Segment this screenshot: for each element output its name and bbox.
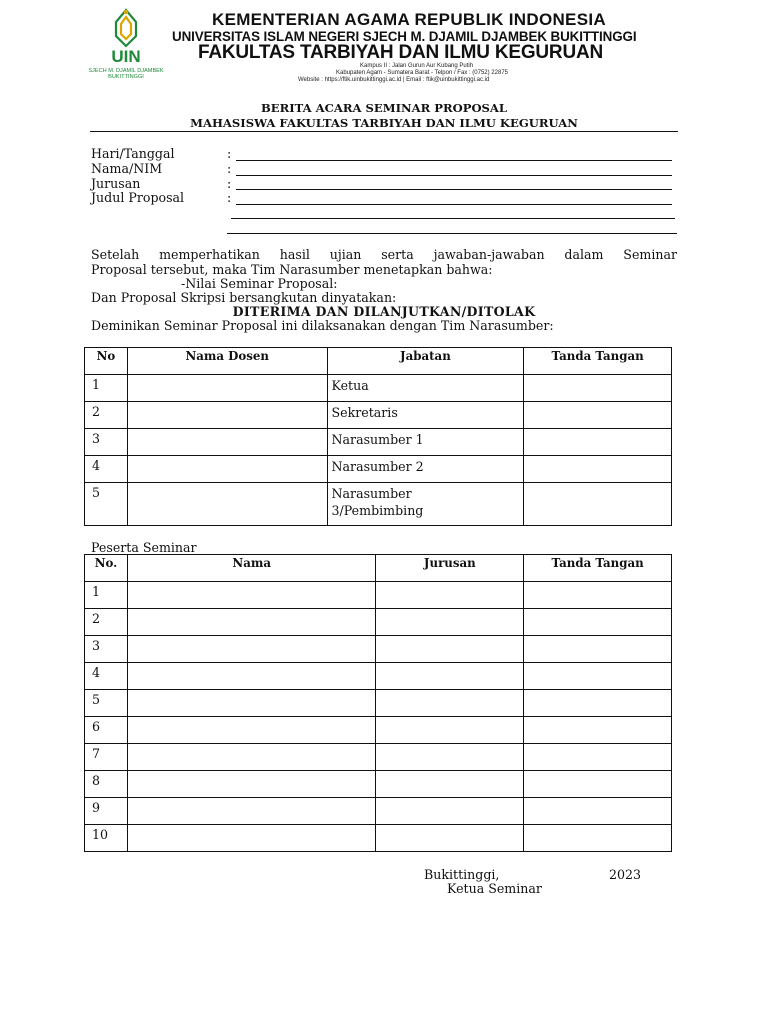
signature-cell[interactable] bbox=[524, 483, 672, 526]
address-line-2: Kabupaten Agam - Sumatera Barat - Telpon / Fax : (0752) 22875 bbox=[336, 70, 508, 76]
address-line-1: Kampus II : Jalan Gurun Aur Kubang Putih bbox=[360, 63, 474, 69]
table-row bbox=[85, 636, 672, 663]
row-number: 1 bbox=[85, 375, 128, 402]
lecturer-name-cell[interactable] bbox=[127, 375, 327, 402]
statement-line-1: Setelah memperhatikan hasil ujian serta jawaban-jawaban dalam Seminar bbox=[91, 247, 677, 262]
header-no: No. bbox=[85, 555, 128, 582]
signature-cell[interactable] bbox=[524, 636, 672, 663]
participants-caption: Peserta Seminar bbox=[91, 540, 197, 555]
header-signature: Tanda Tangan bbox=[524, 555, 672, 582]
field-label-department: Jurusan bbox=[91, 176, 141, 191]
table-header-row bbox=[85, 348, 672, 375]
participant-name-cell[interactable] bbox=[127, 744, 376, 771]
signature-cell[interactable] bbox=[524, 582, 672, 609]
signature-cell[interactable] bbox=[524, 663, 672, 690]
header-position: Jabatan bbox=[327, 348, 524, 375]
lecturer-name-cell[interactable] bbox=[127, 429, 327, 456]
table-row bbox=[85, 690, 672, 717]
logo-text: UIN bbox=[111, 47, 141, 66]
participant-department-cell[interactable] bbox=[376, 609, 524, 636]
participant-name-cell[interactable] bbox=[127, 825, 376, 852]
field-line-name-nim[interactable] bbox=[236, 175, 672, 176]
field-line-department[interactable] bbox=[236, 189, 672, 190]
row-number: 2 bbox=[85, 402, 128, 429]
position-line-2: 3/Pembimbing bbox=[331, 503, 424, 518]
address-line-3: Website : https://ftik.uinbukittinggi.ac.id | Email : ftik@uinbukittinggi.ac.id bbox=[298, 77, 490, 83]
participant-name-cell[interactable] bbox=[127, 636, 376, 663]
participant-name-cell[interactable] bbox=[127, 663, 376, 690]
participant-department-cell[interactable] bbox=[376, 690, 524, 717]
signature-cell[interactable] bbox=[524, 825, 672, 852]
table-row bbox=[85, 825, 672, 852]
logo-caption-1: SJECH M. DJAMIL DJAMBEK bbox=[88, 68, 164, 74]
signature-role: Ketua Seminar bbox=[447, 881, 542, 896]
field-colon: : bbox=[227, 190, 232, 205]
score-line: -Nilai Seminar Proposal: bbox=[181, 276, 338, 291]
signature-cell[interactable] bbox=[524, 717, 672, 744]
row-number: 7 bbox=[85, 744, 128, 771]
position-cell: Narasumber 1 bbox=[327, 429, 524, 456]
signature-cell[interactable] bbox=[524, 690, 672, 717]
examiner-team-table bbox=[84, 347, 672, 526]
table-row bbox=[85, 483, 672, 526]
stated-line: Dan Proposal Skripsi bersangkutan dinyatakan: bbox=[91, 290, 397, 305]
logo-emblem-dot bbox=[124, 10, 128, 14]
participant-name-cell[interactable] bbox=[127, 609, 376, 636]
header-no: No bbox=[85, 348, 128, 375]
team-intro-line: Deminikan Seminar Proposal ini dilaksanakan dengan Tim Narasumber: bbox=[91, 318, 554, 333]
row-number: 6 bbox=[85, 717, 128, 744]
document-subtitle: MAHASISWA FAKULTAS TARBIYAH DAN ILMU KEGURUAN bbox=[190, 116, 578, 130]
position-cell: Narasumber 2 bbox=[327, 456, 524, 483]
position-cell bbox=[327, 483, 524, 526]
header-signature: Tanda Tangan bbox=[524, 348, 672, 375]
header-name: Nama bbox=[127, 555, 376, 582]
faculty-name: FAKULTAS TARBIYAH DAN ILMU KEGURUAN bbox=[198, 42, 604, 63]
table-row bbox=[85, 456, 672, 483]
signature-year: 2023 bbox=[609, 867, 642, 882]
signature-cell[interactable] bbox=[524, 771, 672, 798]
table-row bbox=[85, 582, 672, 609]
participant-name-cell[interactable] bbox=[127, 582, 376, 609]
participant-department-cell[interactable] bbox=[376, 771, 524, 798]
row-number: 3 bbox=[85, 636, 128, 663]
table-row bbox=[85, 663, 672, 690]
signature-cell[interactable] bbox=[524, 375, 672, 402]
field-label-name-nim: Nama/NIM bbox=[91, 161, 163, 176]
participant-name-cell[interactable] bbox=[127, 771, 376, 798]
position-cell: Ketua bbox=[327, 375, 524, 402]
table-row bbox=[85, 717, 672, 744]
table-row bbox=[85, 429, 672, 456]
participant-name-cell[interactable] bbox=[127, 690, 376, 717]
row-number: 3 bbox=[85, 429, 128, 456]
lecturer-name-cell[interactable] bbox=[127, 483, 327, 526]
signature-cell[interactable] bbox=[524, 744, 672, 771]
header-department: Jurusan bbox=[376, 555, 524, 582]
field-colon: : bbox=[227, 161, 232, 176]
field-line-proposal-title[interactable] bbox=[236, 204, 672, 205]
signature-cell[interactable] bbox=[524, 798, 672, 825]
statement-line-2: Proposal tersebut, maka Tim Narasumber menetapkan bahwa: bbox=[91, 262, 493, 277]
lecturer-name-cell[interactable] bbox=[127, 402, 327, 429]
row-number: 9 bbox=[85, 798, 128, 825]
title-rule bbox=[90, 131, 678, 132]
participant-department-cell[interactable] bbox=[376, 744, 524, 771]
field-line-date[interactable] bbox=[236, 160, 672, 161]
uin-logo bbox=[80, 6, 172, 80]
signature-cell[interactable] bbox=[524, 402, 672, 429]
table-row bbox=[85, 609, 672, 636]
table-header-row bbox=[85, 555, 672, 582]
row-number: 5 bbox=[85, 483, 128, 526]
table-row bbox=[85, 771, 672, 798]
university-name: UNIVERSITAS ISLAM NEGERI SJECH M. DJAMIL DJAMBEK BUKITTINGGI bbox=[172, 29, 637, 44]
row-number: 4 bbox=[85, 663, 128, 690]
logo-caption-2: BUKITTINGGI bbox=[108, 74, 144, 80]
position-cell: Sekretaris bbox=[327, 402, 524, 429]
lecturer-name-cell[interactable] bbox=[127, 456, 327, 483]
signature-cell[interactable] bbox=[524, 429, 672, 456]
participant-department-cell[interactable] bbox=[376, 717, 524, 744]
field-label-date: Hari/Tanggal bbox=[91, 146, 175, 161]
participant-name-cell[interactable] bbox=[127, 717, 376, 744]
field-line-proposal-title-2[interactable] bbox=[231, 218, 675, 219]
position-line-1: Narasumber bbox=[331, 486, 412, 501]
field-line-proposal-title-3[interactable] bbox=[227, 233, 677, 234]
signature-place: Bukittinggi, bbox=[424, 867, 500, 882]
participant-department-cell[interactable] bbox=[376, 663, 524, 690]
participant-department-cell[interactable] bbox=[376, 582, 524, 609]
signature-cell[interactable] bbox=[524, 609, 672, 636]
field-label-proposal-title: Judul Proposal bbox=[91, 190, 185, 205]
header-lecturer-name: Nama Dosen bbox=[127, 348, 327, 375]
logo-emblem-inner bbox=[121, 17, 131, 39]
document-title: BERITA ACARA SEMINAR PROPOSAL bbox=[260, 101, 508, 115]
field-colon: : bbox=[227, 146, 232, 161]
row-number: 8 bbox=[85, 771, 128, 798]
participant-name-cell[interactable] bbox=[127, 798, 376, 825]
field-colon: : bbox=[227, 176, 232, 191]
table-row bbox=[85, 798, 672, 825]
table-row bbox=[85, 402, 672, 429]
participant-department-cell[interactable] bbox=[376, 798, 524, 825]
table-row bbox=[85, 744, 672, 771]
row-number: 2 bbox=[85, 609, 128, 636]
row-number: 10 bbox=[85, 825, 128, 852]
participants-table bbox=[84, 554, 672, 852]
participant-department-cell[interactable] bbox=[376, 636, 524, 663]
table-row bbox=[85, 375, 672, 402]
participant-department-cell[interactable] bbox=[376, 825, 524, 852]
row-number: 4 bbox=[85, 456, 128, 483]
signature-cell[interactable] bbox=[524, 456, 672, 483]
row-number: 5 bbox=[85, 690, 128, 717]
ministry-name: KEMENTERIAN AGAMA REPUBLIK INDONESIA bbox=[212, 10, 606, 29]
row-number: 1 bbox=[85, 582, 128, 609]
decision-text: DITERIMA DAN DILANJUTKAN/DITOLAK bbox=[232, 304, 536, 319]
